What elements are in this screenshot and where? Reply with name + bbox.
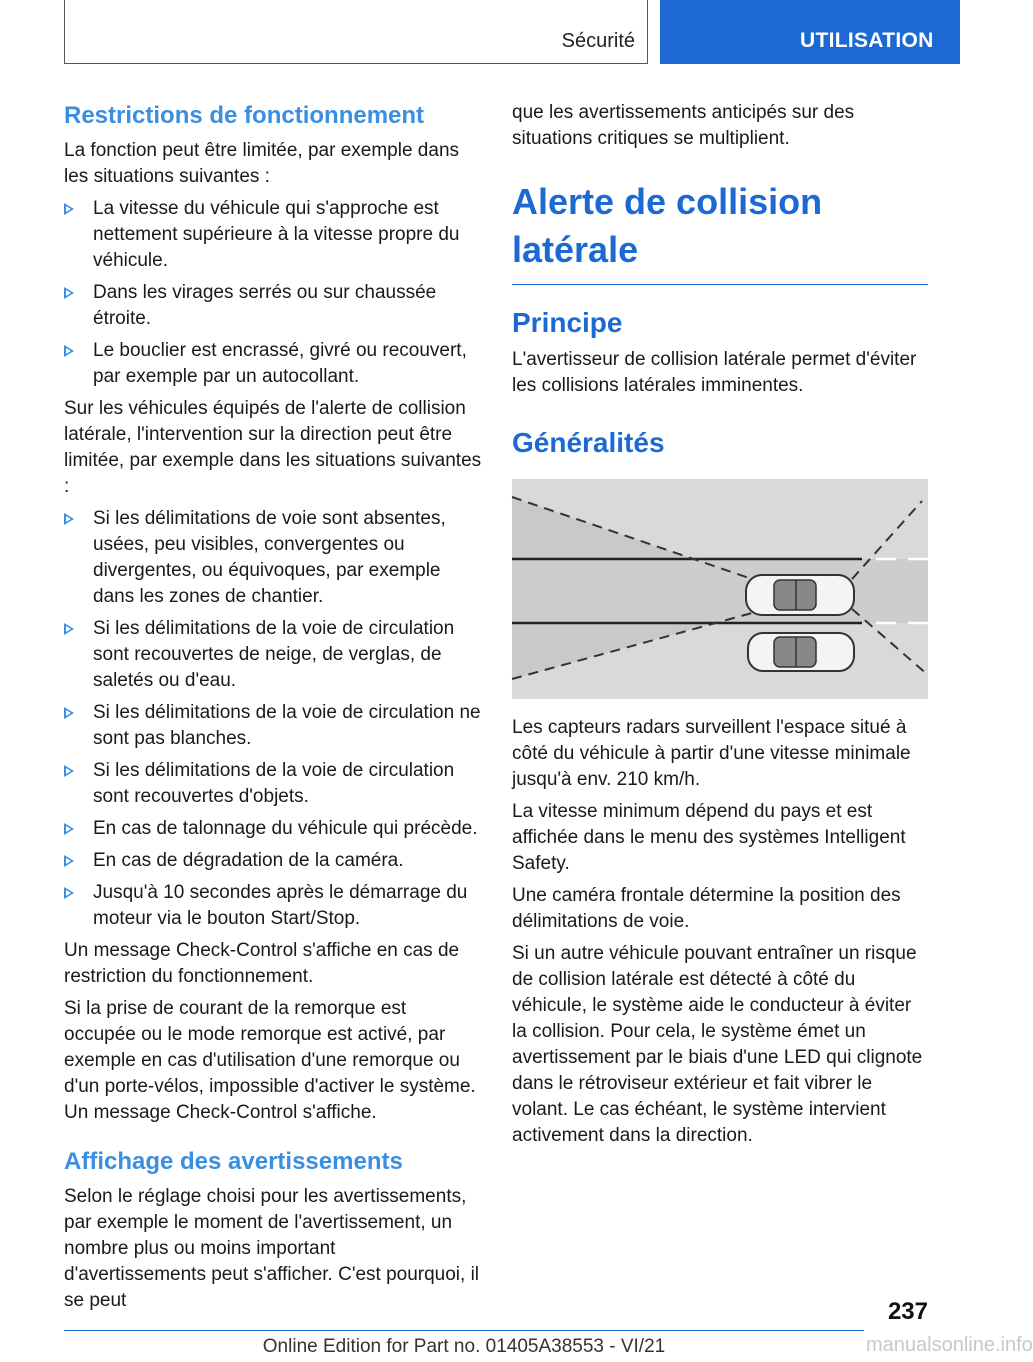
bullet-list-restrictions [64,196,482,390]
paragraph-camera: Une caméra frontale détermine la position des délimitations de voie. [512,885,901,932]
list-item: En cas de dégradation de la caméra. [64,848,482,874]
ego-lane [512,559,928,623]
footer-watermark: manualsonline.info [866,1334,1033,1356]
header-section-title: Sécurité [561,30,635,52]
heading-restrictions: Restrictions de fonctionnement [64,102,425,129]
header-chapter-label: UTILISATION [800,29,934,52]
triangle-bullet-icon [64,513,74,525]
car-ego-icon [746,575,854,615]
paragraph-vitesse: La vitesse minimum dépend du pays et est affichée dans le menu des systèmes Intelligent Safety. [512,801,906,874]
footer-divider [64,1330,864,1331]
header-chapter-tab [660,0,960,64]
list-item: En cas de talonnage du véhicule qui précède. [64,816,482,842]
heading-affichage: Affichage des avertissements [64,1148,403,1175]
paragraph-lateral: Sur les véhicules équipés de l'alerte de collision latérale, l'intervention sur la direction peut être limitée, par exemple dans les situations suivantes : [64,398,482,497]
bullet-list-lane [64,506,482,932]
triangle-bullet-icon [64,203,74,215]
heading-alerte-collision: Alerte de collision latérale [512,178,928,285]
car-adjacent-icon [748,633,854,671]
list-item: Si les délimitations de la voie de circulation ne sont pas blanches. [64,700,482,752]
triangle-bullet-icon [64,707,74,719]
triangle-bullet-icon [64,765,74,777]
header-section-box [64,0,648,64]
paragraph-intro: La fonction peut être limitée, par exemple dans les situations suivantes : [64,140,460,187]
paragraph-capteurs: Les capteurs radars surveillent l'espace situé à côté du véhicule à partir d'une vitesse minimale jusqu'à env. 210 km/h. [512,717,911,790]
paragraph-continuation: que les avertissements anticipés sur des situations critiques se multiplient. [512,102,855,149]
list-item: Si les délimitations de la voie de circulation sont recouvertes de neige, de verglas, de saletés ou d'eau. [64,616,482,694]
list-item: Si les délimitations de voie sont absentes, usées, peu visibles, convergentes ou divergentes, ou équivoques, par exemple dans les zones de chantier. [64,506,482,610]
list-item: Le bouclier est encrassé, givré ou recouvert, par exemple par un autocollant. [64,338,482,390]
triangle-bullet-icon [64,823,74,835]
right-column [512,100,928,1155]
triangle-bullet-icon [64,345,74,357]
page-number: 237 [887,1298,928,1325]
list-item: Si les délimitations de la voie de circulation sont recouvertes d'objets. [64,758,482,810]
triangle-bullet-icon [64,287,74,299]
list-item: Jusqu'à 10 secondes après le démarrage du moteur via le bouton Start/Stop. [64,880,482,932]
paragraph-principe: L'avertisseur de collision latérale permet d'éviter les collisions latérales imminentes. [512,349,917,396]
triangle-bullet-icon [64,623,74,635]
list-item: Dans les virages serrés ou sur chaussée étroite. [64,280,482,332]
triangle-bullet-icon [64,887,74,899]
paragraph-systeme: Si un autre véhicule pouvant entraîner un risque de collision latérale est détecté à côté du véhicule, le système aide le conducteur à éviter la collision. Pour cela, le système émet un avertissement par le biais d'une LED qui clignote dans le rétroviseur extérieur et fait vibrer le volant. Le cas échéant, le système intervient activement dans la direction. [512,943,923,1146]
lane-radar-illustration [512,479,928,699]
paragraph-remorque: Si la prise de courant de la remorque est occupée ou le mode remorque est activé, par exemple en cas d'utilisation d'une remorque ou d'un porte-vélos, impossible d'activer le système. Un message Check-Control s'affiche. [64,998,476,1123]
left-column [64,100,482,1320]
list-item: La vitesse du véhicule qui s'approche est nettement supérieure à la vitesse propre du véhicule. [64,196,482,274]
triangle-bullet-icon [64,855,74,867]
paragraph-checkcontrol: Un message Check-Control s'affiche en cas de restriction du fonctionnement. [64,940,460,987]
heading-generalites: Généralités [512,427,665,458]
paragraph-affichage: Selon le réglage choisi pour les avertissements, par exemple le moment de l'avertissement, un nombre plus ou moins important d'avertissements peut s'afficher. C'est pourquoi, il se peut [64,1186,480,1311]
footer-edition: Online Edition for Part no. 01405A38553 - VI/21 [262,1336,666,1357]
heading-principe: Principe [512,307,623,338]
